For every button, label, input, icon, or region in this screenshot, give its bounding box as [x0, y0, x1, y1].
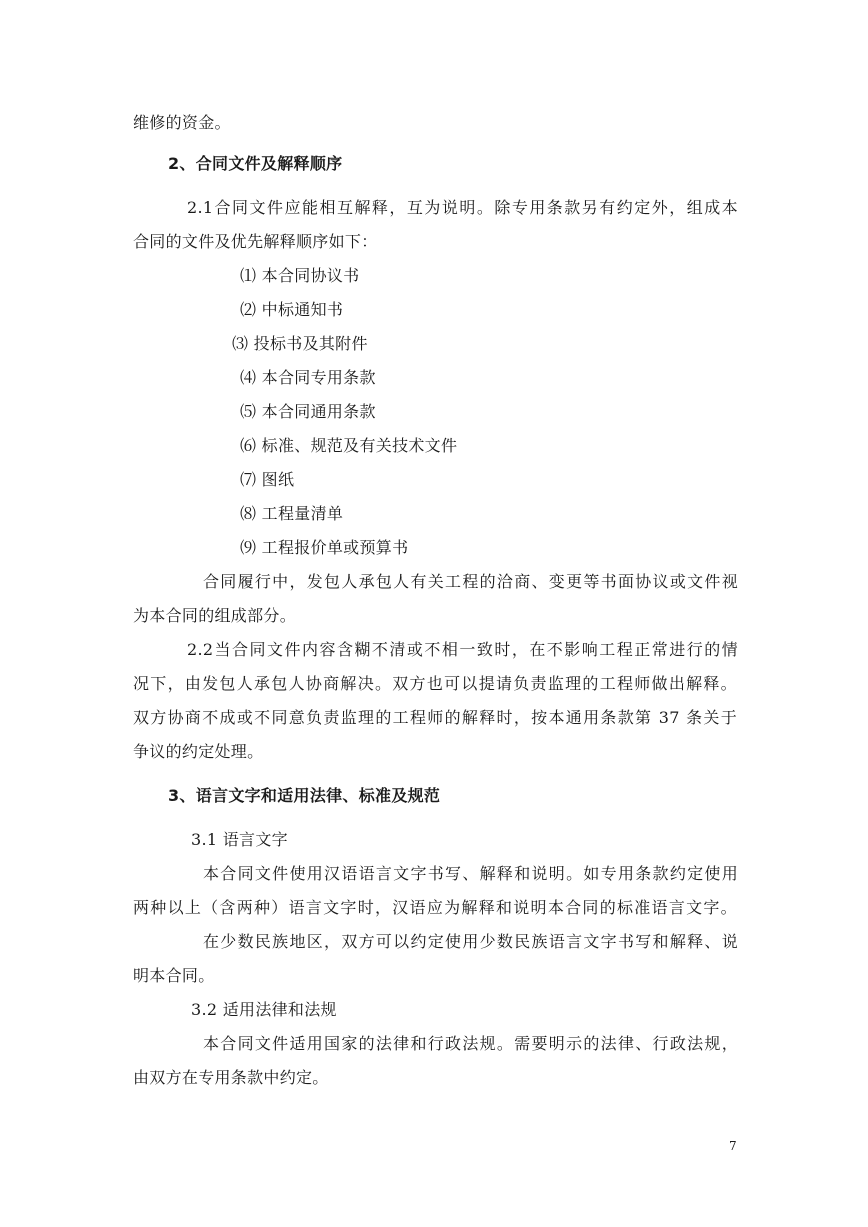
- list-item: ⑻ 工程量清单: [240, 504, 344, 523]
- list-item: ⑴ 本合同协议书: [240, 266, 360, 285]
- paragraph-line: 为本合同的组成部分。: [133, 606, 297, 625]
- paragraph-line: 2.2当合同文件内容含糊不清或不相一致时，在不影响工程正常进行的情: [187, 640, 738, 659]
- list-item: ⑺ 图纸: [240, 470, 295, 489]
- paragraph-line: 由双方在专用条款中约定。: [133, 1068, 329, 1087]
- section-heading-3: 3、语言文字和适用法律、标准及规范: [168, 786, 441, 805]
- paragraph-line: 在少数民族地区，双方可以约定使用少数民族语言文字书写和解释、说: [203, 932, 738, 951]
- list-item: ⑹ 标准、规范及有关技术文件: [240, 436, 458, 455]
- paragraph-line: 本合同文件适用国家的法律和行政法规。需要明示的法律、行政法规，: [203, 1034, 738, 1053]
- list-item: ⑵ 中标通知书: [240, 300, 344, 319]
- subsection-heading: 3.2 适用法律和法规: [191, 1000, 337, 1019]
- paragraph-line: 合同履行中，发包人承包人有关工程的洽商、变更等书面协议或文件视: [203, 572, 738, 591]
- subsection-heading: 3.1 语言文字: [191, 830, 288, 849]
- list-item: ⑸ 本合同通用条款: [240, 402, 376, 421]
- paragraph-line: 况下，由发包人承包人协商解决。双方也可以提请负责监理的工程师做出解释。: [133, 674, 737, 693]
- paragraph-line: 本合同文件使用汉语语言文字书写、解释和说明。如专用条款约定使用: [203, 864, 738, 883]
- paragraph-line: 双方协商不成或不同意负责监理的工程师的解释时，按本通用条款第 37 条关于: [133, 708, 737, 727]
- paragraph-line: 两种以上（含两种）语言文字时，汉语应为解释和说明本合同的标准语言文字。: [133, 898, 737, 917]
- section-heading-2: 2、合同文件及解释顺序: [168, 154, 343, 173]
- paragraph-line: 2.1合同文件应能相互解释，互为说明。除专用条款另有约定外，组成本: [187, 198, 738, 217]
- list-item: ⑼ 工程报价单或预算书: [240, 538, 409, 557]
- list-item: ⑷ 本合同专用条款: [240, 368, 376, 387]
- paragraph-line: 明本合同。: [133, 966, 215, 985]
- list-item: ⑶ 投标书及其附件: [232, 334, 368, 353]
- paragraph-line: 争议的约定处理。: [133, 742, 264, 761]
- page-number: 7: [729, 1139, 737, 1153]
- paragraph-line: 维修的资金。: [133, 113, 231, 132]
- paragraph-line: 合同的文件及优先解释顺序如下：: [133, 232, 378, 251]
